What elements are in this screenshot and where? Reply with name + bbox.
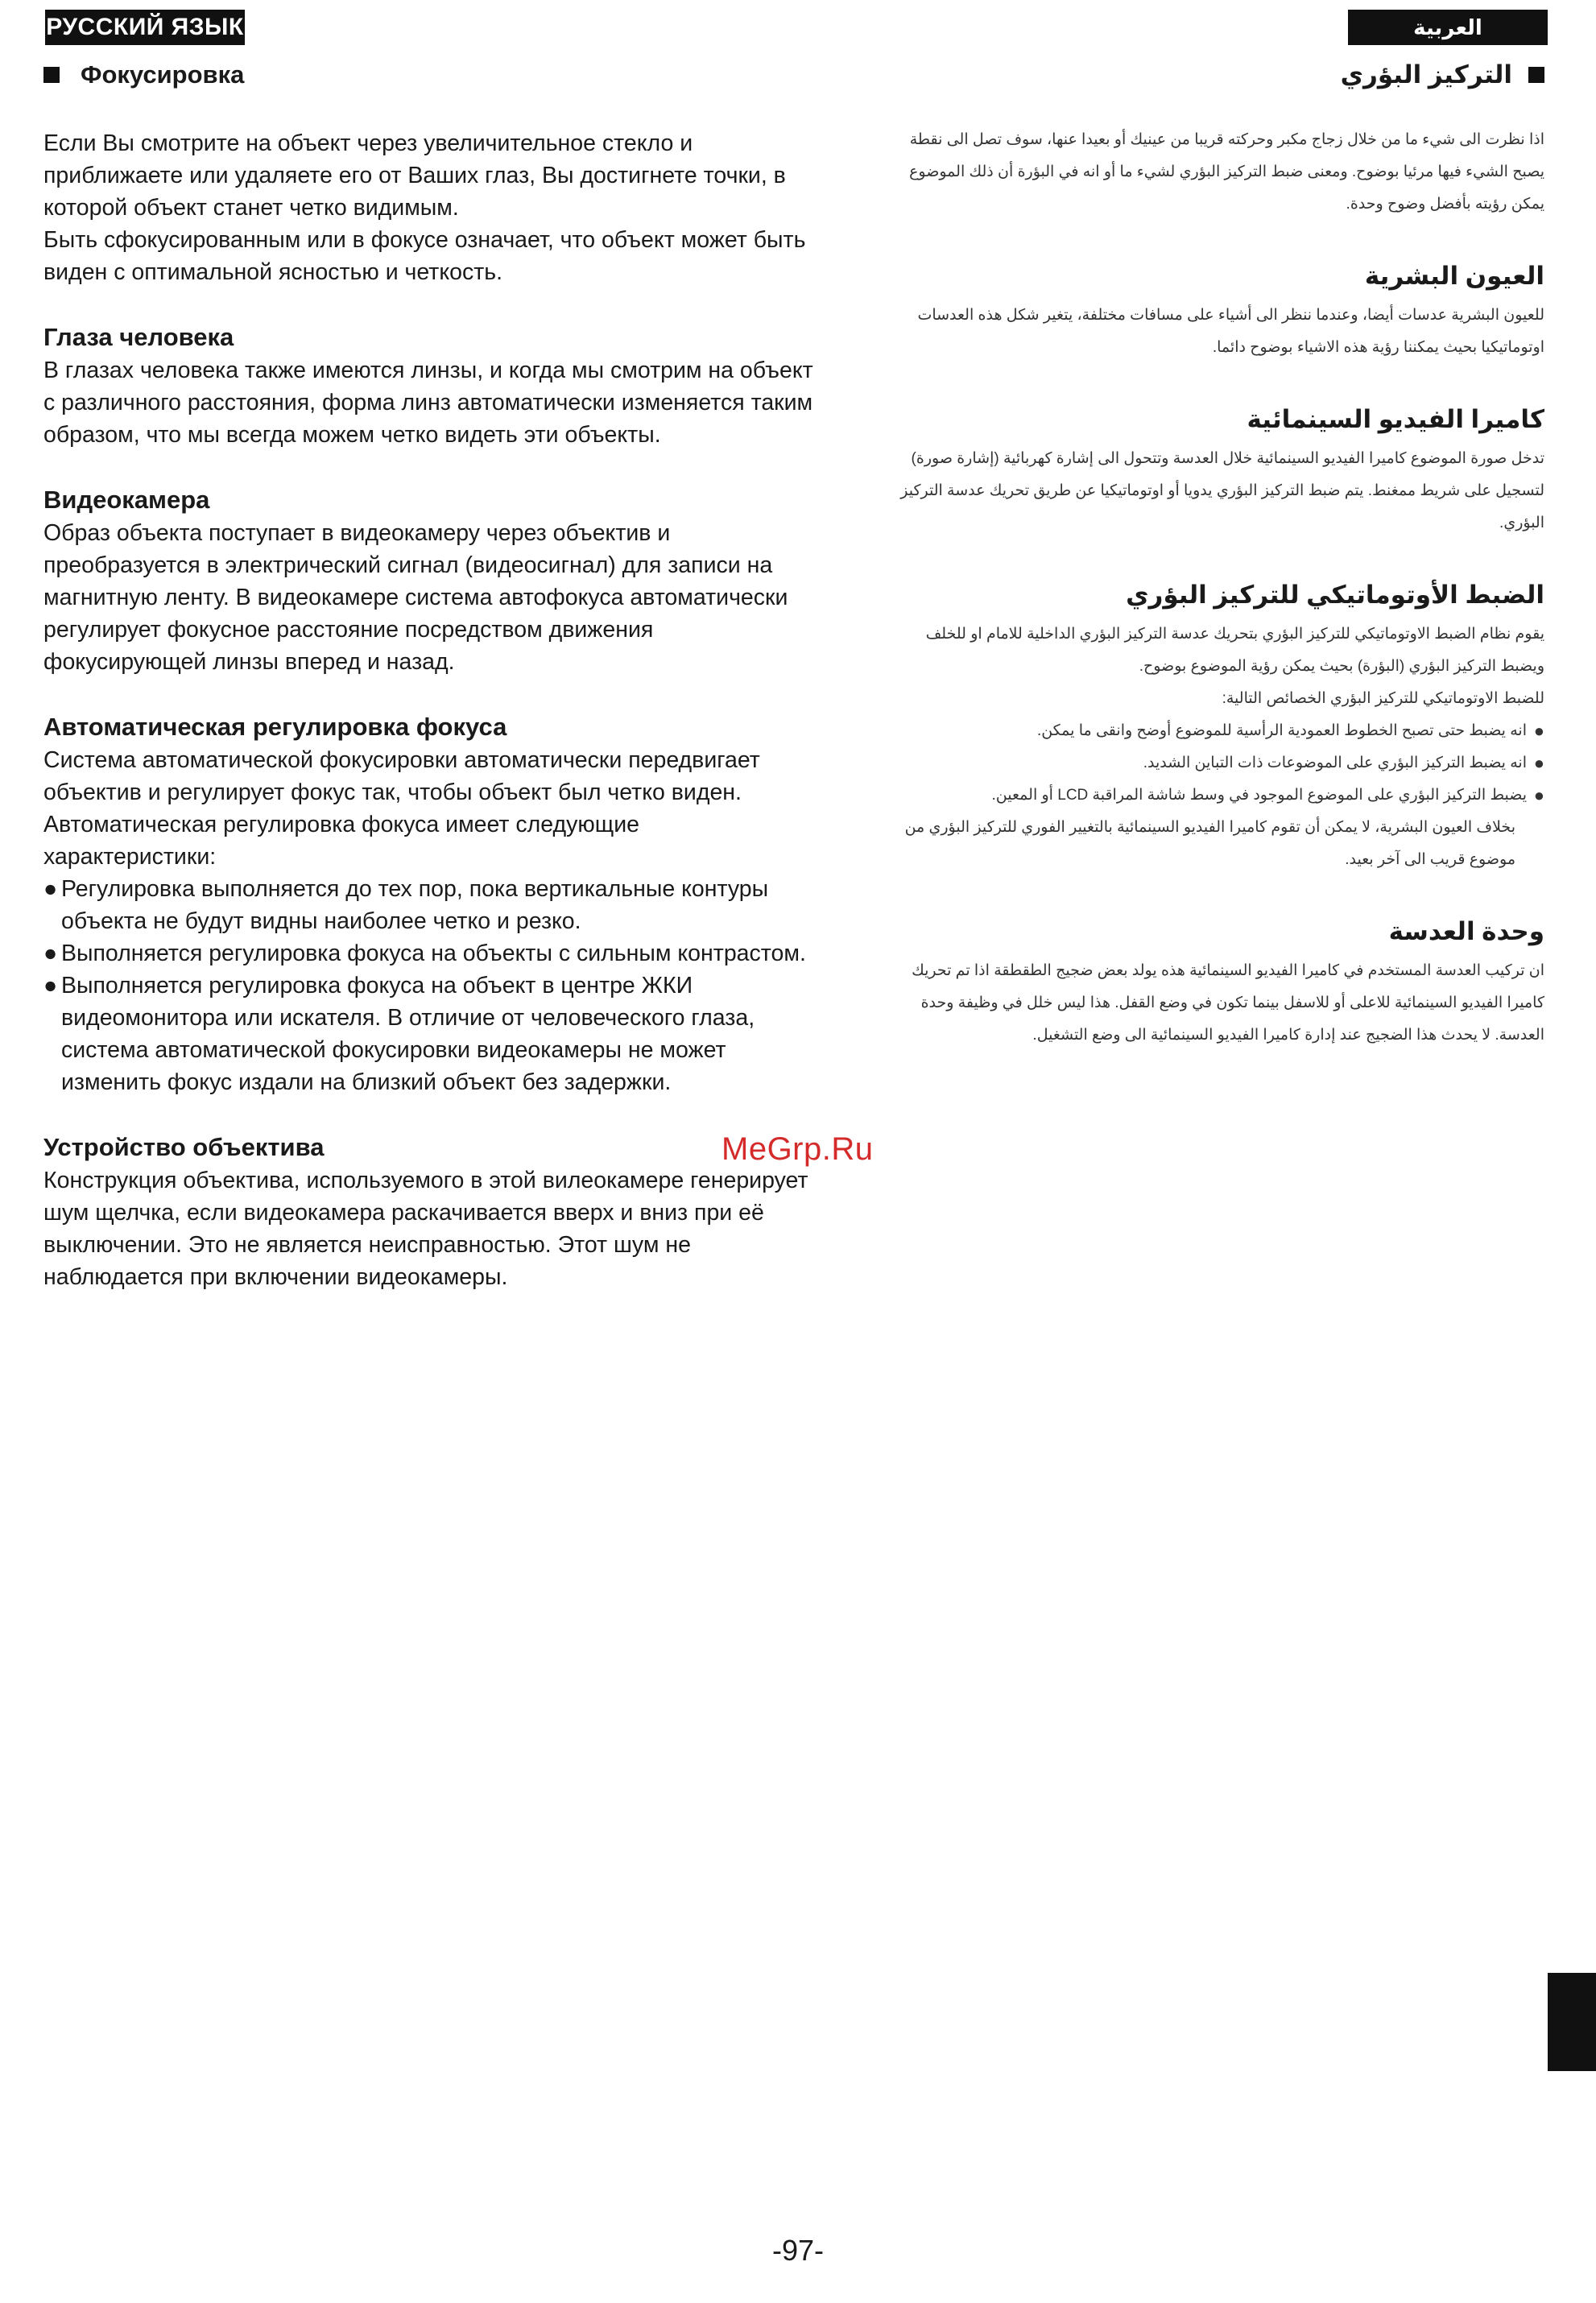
bullet-dot-icon: ●	[1533, 785, 1544, 805]
language-tab-russian: РУССКИЙ ЯЗЫК	[45, 10, 245, 45]
bullet-dot-icon: ●	[43, 876, 58, 902]
ar-camera-heading: كاميرا الفيديو السينمائية	[1247, 405, 1544, 433]
ar-autofocus-note: بخلاف العيون البشرية، لا يمكن أن تقوم كاميرا الفيديو السينمائية بالتغيير الفوري للتركيز البؤري من موضوع قريب الى آخر بعيد.	[904, 819, 1515, 868]
ar-eyes-heading: العيون البشرية	[1364, 262, 1544, 290]
ru-lens-heading: Устройство объектива	[43, 1133, 325, 1161]
ar-eyes-text: للعيون البشرية عدسات أيضا، وعندما ننظر الى أشياء على مسافات مختلفة، يتغير شكل هذه العدسات اوتوماتيكيا بحيث يمكننا رؤية هذه الاشياء بوضوح دائما.	[917, 307, 1544, 356]
list-item	[43, 873, 817, 937]
bullet-dot-icon: ●	[1533, 753, 1544, 773]
square-bullet-icon	[1528, 67, 1544, 83]
list-item	[43, 970, 817, 1098]
ru-camera-text: Образ объекта поступает в видеокамеру через объектив и преобразуется в электрический сигнал (видеосигнал) для записи на магнитную ленту. В видеокамере система автофокуса автоматически регулирует фокусное расстояние посредством движения фокусирующей линзы вперед и назад.	[43, 520, 788, 675]
bullet-dot-icon: ●	[1533, 721, 1544, 741]
ru-autofocus-heading: Автоматическая регулировка фокуса	[43, 713, 507, 741]
ar-intro-paragraph: اذا نظرت الى شيء ما من خلال زجاج مكبر وحركته قريبا من عينيك أو بعيدا عنها، سوف تصل الى نقطة يصبح الشيء فيها مرئيا بوضوح. ومعنى ضبط التركيز البؤري لشيء ما أو انه في البؤرة أن ذلك الموضوع يمكن رؤيته بأفضل وضوح وحدة.	[909, 131, 1544, 213]
bullet-dot-icon: ●	[43, 941, 58, 966]
ru-camera-heading: Видеокамера	[43, 486, 210, 514]
ru-title-text: Фокусировка	[81, 60, 245, 89]
ru-autofocus-text-1: Система автоматической фокусировки автоматически передвигает объектив и регулирует фокус так, чтобы объект был четко виден.	[43, 747, 760, 805]
ru-lens-text: Конструкция объектива, используемого в этой вилеокамере генерирует шум щелчка, если видеокамера раскачивается вверх и вниз при её выключении. Это не является неисправностью. Этот шум не наблюдается при включении видеокамеры.	[43, 1168, 808, 1290]
ar-autofocus-text-1: يقوم نظام الضبط الاوتوماتيكي للتركيز البؤري بتحريك عدسة التركيز البؤري الداخلية للامام او للخلف ويضبط التركيز البؤري (البؤرة) بحيث يمكن رؤية الموضوع بوضوح.	[925, 626, 1544, 675]
ar-section-title	[878, 58, 1544, 92]
bullet-dot-icon: ●	[43, 973, 58, 999]
russian-column	[43, 58, 817, 1293]
ru-intro-paragraph-2: Быть сфокусированным или в фокусе означает, что объект может быть виден с оптимальной ясностью и четкость.	[43, 227, 806, 285]
ru-section-title	[43, 58, 817, 92]
ru-bullet-text: Выполняется регулировка фокуса на объекты с сильным контрастом.	[61, 941, 806, 966]
ru-eyes-text: В глазах человека также имеются линзы, и когда мы смотрим на объект с различного расстояния, форма линз автоматически изменяется таким образом, что мы всегда можем четко видеть эти объекты.	[43, 358, 813, 448]
list-item	[878, 779, 1544, 812]
page-edge-tab	[1548, 1973, 1596, 2071]
square-bullet-icon	[43, 67, 60, 83]
ar-lens-text: ان تركيب العدسة المستخدم في كاميرا الفيديو السينمائية هذه يولد بعض ضجيج الطقطقة اذا تم تحريك كاميرا الفيديو السينمائية للاعلى أو للاسفل بينما تكون في وضع القفل. هذا ليس خلل في وظيفة وحدة العدسة. لا يحدث هذا الضجيج عند إدارة كاميرا الفيديو السينمائية الى وضع التشغيل.	[912, 962, 1544, 1044]
list-item	[878, 715, 1544, 747]
ru-autofocus-text-2: Автоматическая регулировка фокуса имеет следующие характеристики:	[43, 812, 639, 870]
ru-autofocus-bullet-list	[43, 873, 817, 1098]
ar-lens-heading: وحدة العدسة	[1388, 917, 1544, 945]
ru-bullet-text: Регулировка выполняется до тех пор, пока вертикальные контуры объекта не будут видны наиболее четко и резко.	[61, 876, 769, 934]
ar-bullet-text: انه يضبط حتى تصبح الخطوط العمودية الرأسية للموضوع أوضح وانقى ما يمكن.	[1036, 722, 1527, 739]
list-item	[878, 747, 1544, 779]
arabic-column	[878, 58, 1544, 1052]
ar-autofocus-bullet-list	[878, 715, 1544, 812]
ru-intro-paragraph-1: Если Вы смотрите на объект через увеличительное стекло и приближаете или удаляете его от Ваших глаз, Вы достигнете точки, в которой объект станет четко видимым.	[43, 130, 786, 221]
ru-bullet-text: Выполняется регулировка фокуса на объект в центре ЖКИ видеомонитора или искателя. В отличие от человеческого глаза, система автоматической фокусировки видеокамеры не может изменить фокус издали на близкий объект без задержки.	[61, 973, 755, 1095]
ar-title-text: التركيز البؤري	[1340, 60, 1512, 89]
language-tab-arabic: العربية	[1348, 10, 1548, 45]
page-number: -97-	[771, 2234, 825, 2267]
ar-camera-text: تدخل صورة الموضوع كاميرا الفيديو السينمائية خلال العدسة وتتحول الى إشارة كهربائية (إشارة صورة) لتسجيل على شريط ممغنط. يتم ضبط التركيز البؤري يدويا أو اوتوماتيكيا عن طريق تحريك عدسة التركيز البؤري.	[900, 450, 1544, 531]
ar-autofocus-text-2: للضبط الاوتوماتيكي للتركيز البؤري الخصائص التالية:	[1222, 690, 1544, 707]
site-watermark: MeGrp.Ru	[722, 1131, 874, 1167]
list-item	[43, 937, 817, 970]
ar-autofocus-heading: الضبط الأوتوماتيكي للتركيز البؤري	[1126, 581, 1544, 609]
ar-bullet-text: انه يضبط التركيز البؤري على الموضوعات ذات التباين الشديد.	[1143, 755, 1527, 771]
ru-eyes-heading: Глаза человека	[43, 323, 234, 351]
ar-bullet-text: يضبط التركيز البؤري على الموضوع الموجود في وسط شاشة المراقبة LCD أو المعين.	[991, 787, 1527, 804]
